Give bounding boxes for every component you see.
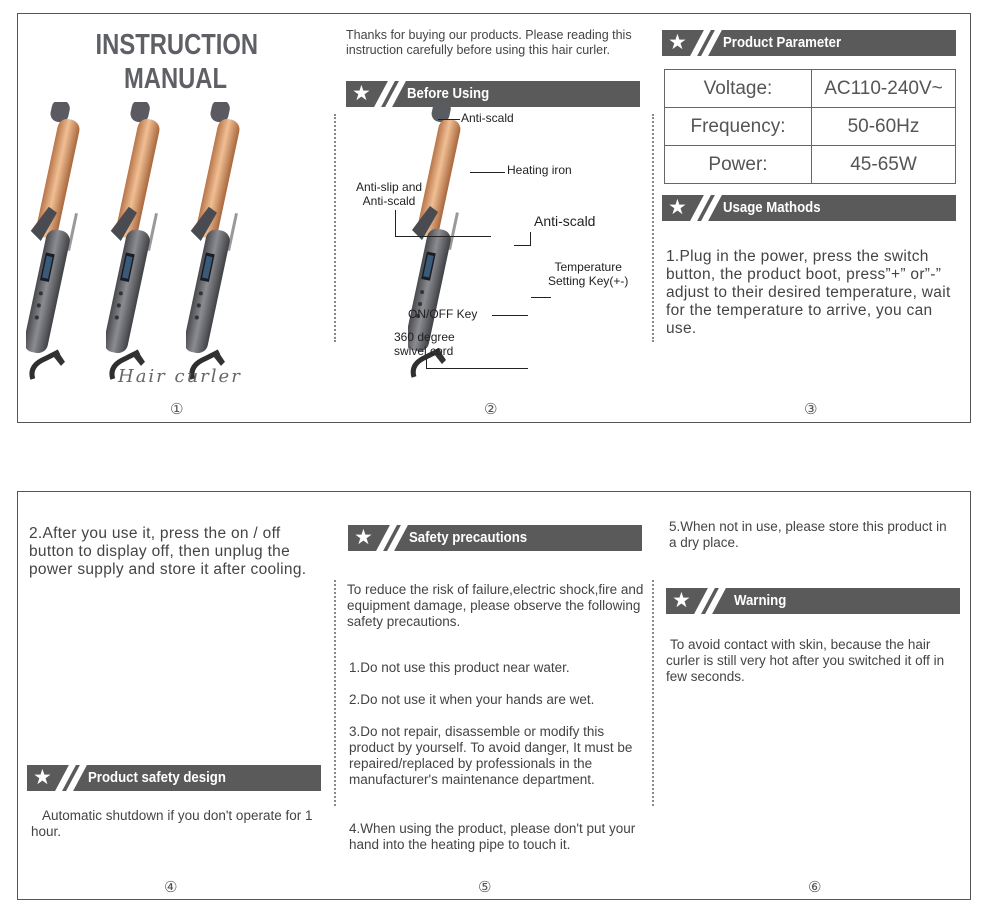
- star-icon: ★: [672, 589, 691, 612]
- hair-curler-image-2: [106, 102, 188, 384]
- banner-product-parameter: [662, 30, 956, 56]
- page-number-6: ⑥: [808, 879, 822, 896]
- usage-step-1: 1.Plug in the power, press the switch button, the product boot, press”+” or”-” adjust to their desired temperature, wait for the temperature to arrive, you can use.: [666, 248, 951, 337]
- usage-step-5: 5.When not in use, please store this product in a dry place.: [669, 519, 947, 550]
- parameter-row-frequency: [665, 108, 956, 146]
- banner-safety-precautions: [348, 525, 642, 551]
- heading-usage-methods: Usage Mathods: [723, 199, 821, 216]
- label-anti-scald-mid: Anti-scald: [534, 213, 596, 229]
- product-caption: Hair curler: [118, 366, 242, 387]
- heading-product-parameter: Product Parameter: [723, 34, 842, 51]
- hair-curler-image-3: [186, 102, 268, 384]
- heading-product-safety-design: Product safety design: [88, 769, 226, 786]
- leader-line: [492, 315, 528, 316]
- label-swivel-cord: 360 degree swivel cord: [394, 330, 455, 358]
- star-icon: ★: [33, 766, 52, 789]
- leader-line: [514, 245, 530, 246]
- star-icon: ★: [668, 31, 687, 54]
- page-number-5: ⑤: [478, 879, 492, 896]
- banner-usage-methods: [662, 195, 956, 221]
- label-anti-slip: Anti-slip and Anti-scald: [356, 180, 423, 208]
- panel-divider: [334, 580, 336, 806]
- leader-line: [530, 232, 531, 246]
- heading-warning: Warning: [734, 592, 787, 609]
- title-line-1: INSTRUCTION: [95, 29, 259, 61]
- leader-line: [438, 119, 460, 120]
- star-icon: ★: [352, 82, 371, 105]
- title-line-2: MANUAL: [123, 63, 228, 95]
- label-temperature-key: Temperature Setting Key(+-): [548, 260, 629, 288]
- manual-title: [95, 28, 259, 96]
- banner-product-safety-design: [27, 765, 321, 791]
- page-number-1: ①: [170, 401, 184, 418]
- label-anti-scald-top: Anti-scald: [461, 111, 514, 125]
- leader-line: [531, 297, 551, 298]
- heading-safety-precautions: Safety precautions: [409, 529, 528, 546]
- leader-line: [470, 172, 505, 173]
- label-onoff-key: ON/OFF Key: [408, 307, 478, 321]
- leader-line: [395, 210, 396, 236]
- precaution-item-1: 1.Do not use this product near water.: [349, 660, 570, 675]
- precautions-intro: To reduce the risk of failure,electric shock,fire and equipment damage, please observe the following safety precautions.: [347, 582, 644, 629]
- parameter-value: AC110-240V~: [812, 70, 956, 108]
- parameter-label: Voltage:: [665, 70, 812, 108]
- panel-divider: [334, 114, 336, 342]
- page-number-4: ④: [164, 879, 178, 896]
- precaution-item-2: 2.Do not use it when your hands are wet.: [349, 692, 595, 707]
- leader-line: [426, 368, 528, 369]
- parameter-label: Power:: [665, 146, 812, 184]
- safety-design-text: Automatic shutdown if you don't operate for 1 hour.: [31, 808, 313, 839]
- parameter-value: 50-60Hz: [812, 108, 956, 146]
- banner-warning: [666, 588, 960, 614]
- manual-sheet-2: [17, 491, 971, 900]
- panel-divider: [652, 580, 654, 806]
- label-heating-iron: Heating iron: [507, 163, 572, 177]
- star-icon: ★: [668, 196, 687, 219]
- warning-text: To avoid contact with skin, because the hair curler is still very hot after you switched it off in few seconds.: [666, 637, 945, 684]
- heading-before-using: Before Using: [407, 85, 490, 102]
- intro-text: Thanks for buying our products. Please reading this instruction carefully before using this hair curler.: [346, 28, 632, 57]
- star-icon: ★: [354, 526, 373, 549]
- usage-step-2: 2.After you use it, press the on / off button to display off, then unplug the power supply and store it after cooling.: [29, 525, 307, 578]
- leader-line: [395, 236, 491, 237]
- parameter-table: [664, 69, 956, 184]
- precaution-item-3: 3.Do not repair, disassemble or modify this product by yourself. To avoid danger, It must be repaired/replaced by professionals in the manufacturer's maintenance department.: [349, 724, 633, 787]
- parameter-row-voltage: [665, 70, 956, 108]
- parameter-row-power: [665, 146, 956, 184]
- panel-divider: [652, 114, 654, 342]
- parameter-label: Frequency:: [665, 108, 812, 146]
- hair-curler-image-1: [26, 102, 108, 384]
- page-number-2: ②: [484, 401, 498, 418]
- parameter-value: 45-65W: [812, 146, 956, 184]
- precaution-item-4: 4.When using the product, please don't put your hand into the heating pipe to touch it.: [349, 821, 636, 852]
- page-number-3: ③: [804, 401, 818, 418]
- manual-sheet-1: [17, 13, 971, 423]
